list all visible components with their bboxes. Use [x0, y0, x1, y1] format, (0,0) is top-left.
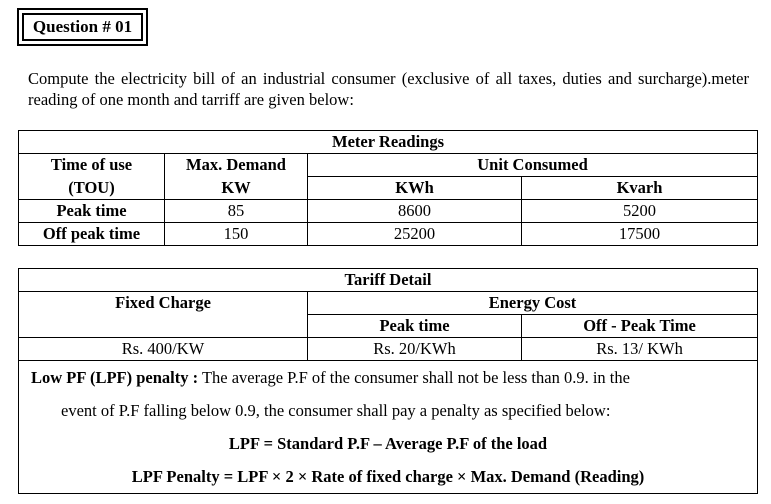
row-kwh: 8600 — [308, 200, 522, 223]
peak-rate-value: Rs. 20/KWh — [308, 338, 522, 361]
energy-cost-header: Energy Cost — [308, 292, 758, 315]
penalty-heading: Low PF (LPF) penalty : — [31, 368, 199, 387]
meter-title: Meter Readings — [19, 131, 758, 154]
row-kw: 150 — [165, 223, 308, 246]
tariff-title: Tariff Detail — [19, 269, 758, 292]
penalty-line-1 — [19, 361, 757, 394]
row-tou: Peak time — [19, 200, 165, 223]
table-row — [19, 223, 758, 246]
penalty-text-1: The average P.F of the consumer shall not be less than 0.9. in the — [198, 368, 630, 387]
penalty-formula-2: LPF Penalty = LPF × 2 × Rate of fixed charge × Max. Demand (Reading) — [131, 467, 645, 486]
table-row — [19, 200, 758, 223]
col-md-2: KW — [165, 177, 308, 200]
row-kvarh: 17500 — [522, 223, 758, 246]
off-peak-rate-value: Rs. 13/ KWh — [522, 338, 758, 361]
intro-paragraph: Compute the electricity bill of an industrial consumer (exclusive of all taxes, duties and surcharge).meter reading of one month and tarriff are given below: — [28, 69, 749, 109]
col-kwh: KWh — [308, 177, 522, 200]
question-label: Question # 01 — [22, 13, 143, 41]
col-tou-2: (TOU) — [19, 177, 165, 200]
fixed-charge-value: Rs. 400/KW — [19, 338, 308, 361]
col-units: Unit Consumed — [308, 154, 758, 177]
row-kw: 85 — [165, 200, 308, 223]
penalty-cell — [19, 361, 758, 494]
penalty-text-2: event of P.F falling below 0.9, the consumer shall pay a penalty as specified below: — [61, 401, 611, 420]
penalty-formula-1: LPF = Standard P.F – Average P.F of the load — [228, 434, 548, 453]
row-kvarh: 5200 — [522, 200, 758, 223]
peak-time-header: Peak time — [308, 315, 522, 338]
row-kwh: 25200 — [308, 223, 522, 246]
table-row — [19, 338, 758, 361]
question-label-box — [17, 8, 148, 46]
row-tou: Off peak time — [19, 223, 165, 246]
col-md-1: Max. Demand — [165, 154, 308, 177]
col-tou-1: Time of use — [19, 154, 165, 177]
col-kvarh: Kvarh — [522, 177, 758, 200]
off-peak-time-header: Off - Peak Time — [522, 315, 758, 338]
meter-readings-table — [18, 130, 758, 246]
fixed-charge-header: Fixed Charge — [19, 292, 308, 338]
tariff-table — [18, 268, 758, 494]
